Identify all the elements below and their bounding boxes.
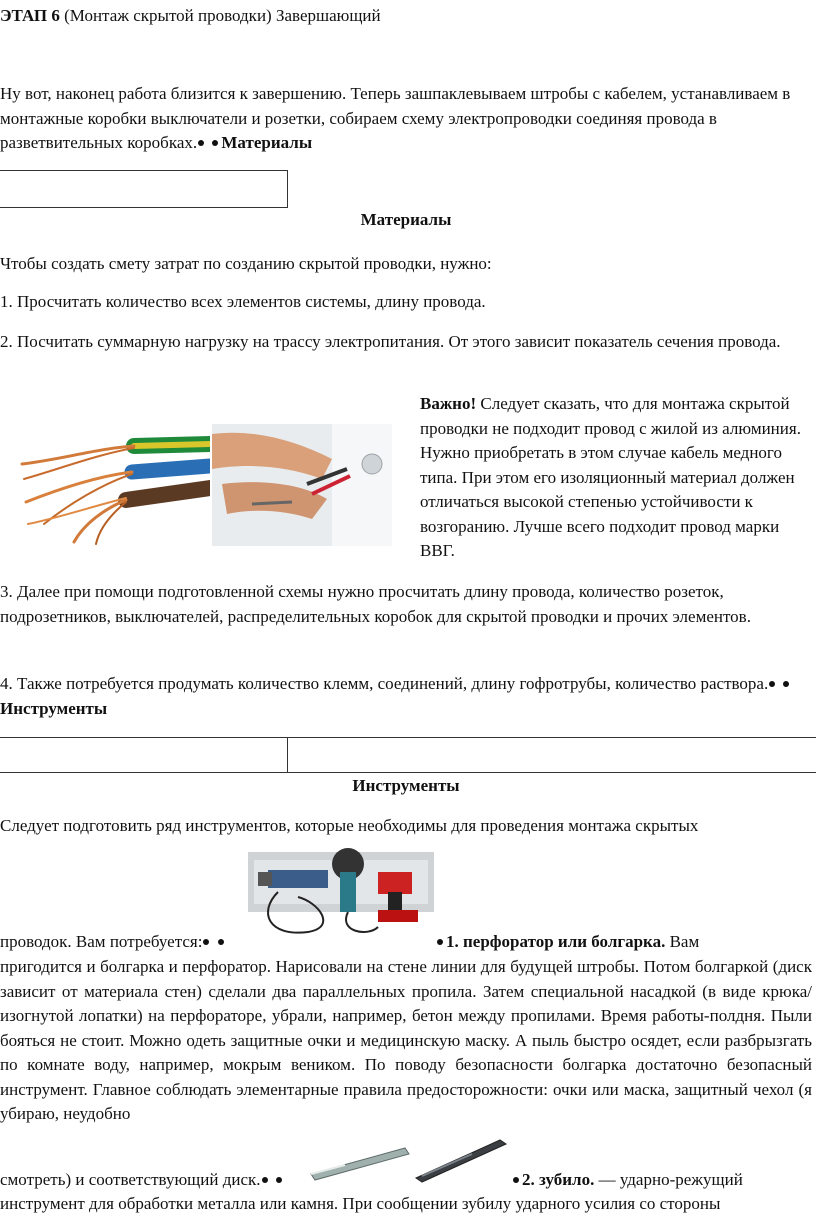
tools-item-2-label: 2. зубило. xyxy=(522,1170,595,1189)
bullet-icon xyxy=(262,1177,268,1183)
bullet-icon xyxy=(783,681,789,687)
tools-inline-link[interactable]: Инструменты xyxy=(0,698,108,718)
materials-item-4 xyxy=(0,672,812,721)
copper-cable-photo xyxy=(14,424,210,546)
wiring-hands-photo xyxy=(212,424,392,546)
materials-item-3: 3. Далее при помощи подготовленной схемы нужно просчитать длину провода, количество розеток, подрозетников, выключателей, распределительных коробок для скрытой проводки и прочих элементов. xyxy=(0,582,751,626)
important-note xyxy=(420,392,812,564)
materials-item-2: 2. Посчитать суммарную нагрузку на трассу электропитания. От этого зависит показатель сечения провода. xyxy=(0,332,781,351)
tools-heading: Инструменты xyxy=(352,776,460,795)
bullet-icon xyxy=(203,939,209,945)
important-text: Следует сказать, что для монтажа скрытой проводки не подходит провод с жилой из алюминия. Нужно приобретать в этом случае кабель медного типа. При этом его изоляционный материал должен отличаться высокой степенью устойчивости к возгоранию. Лучше всего подходит провод марки ВВГ. xyxy=(420,394,801,560)
power-tools-photo xyxy=(248,842,434,938)
bullet-icon xyxy=(198,140,204,146)
important-label: Важно! xyxy=(420,394,477,413)
bullet-icon xyxy=(769,681,775,687)
materials-lead: Чтобы создать смету затрат по созданию скрытой проводки, нужно: xyxy=(0,254,492,273)
tools-item-2-head xyxy=(512,1168,743,1193)
tools-item-1-end-text: смотреть) и соответствующий диск. xyxy=(0,1170,261,1189)
table-top-border xyxy=(0,737,816,738)
bullet-icon xyxy=(437,939,443,945)
intro-paragraph xyxy=(0,82,812,156)
tools-item-2-first: — ударно-режущий xyxy=(598,1170,743,1189)
materials-inline-link[interactable]: Материалы xyxy=(221,133,313,152)
empty-table-cell xyxy=(0,170,288,208)
materials-heading: Материалы xyxy=(360,210,452,229)
intro-text: Ну вот, наконец работа близится к завершению. Теперь зашпаклевываем штробы с кабелем, устанавливаем в монтажные коробки выключатели и розетки, собираем схему электропроводки соединяя провода в разветвительных коробках. xyxy=(0,84,791,152)
tools-lead-line-1: Следует подготовить ряд инструментов, которые необходимы для проведения монтажа скрытых xyxy=(0,816,699,835)
bullet-icon xyxy=(212,140,218,146)
stage-subtitle: (Монтаж скрытой проводки) Завершающий xyxy=(64,6,381,25)
tools-item-1-label: 1. перфоратор или болгарка. xyxy=(446,932,666,951)
materials-item-1: 1. Просчитать количество всех элементов системы, длину провода. xyxy=(0,292,486,311)
materials-item-4-text: 4. Также потребуется продумать количество клемм, соединений, длину гофротрубы, количество раствора. xyxy=(0,674,769,693)
tools-item-2-text: инструмент для обработки металла или камня. При сообщении зубилу ударного усилия со стороны xyxy=(0,1194,721,1213)
table-divider xyxy=(287,737,288,773)
tools-item-1-text: пригодится и болгарка и перфоратор. Нарисовали на стене линии для будущей штробы. Потом болгаркой (диск зависит от материала стен) сделали два параллельных пропила. Затем специальной насадкой (в виде крюка/изогнутой лопатки) на перфораторе, убрали, например, бетон между пропилами. Время работы-полдня. Пыли бояться не стоит. Можно одеть защитные очки и медицинскую маску. А пыль быстро осядет, если разбрызгать по комнате воду, например, мокрым веником. По поводу безопасности болгарка достаточно безопасный инструмент. Главное соблюдать элементарные правила предосторожности: очки или маска, защитный чехол (я убираю, неудобно xyxy=(0,957,812,1123)
tools-item-1-first: Вам xyxy=(669,932,700,951)
bullet-icon xyxy=(276,1177,282,1183)
bullet-icon xyxy=(218,939,224,945)
table-bottom-border xyxy=(0,772,816,773)
tools-lead-text: проводок. Вам потребуется: xyxy=(0,932,203,951)
stage-title xyxy=(0,4,812,29)
bullet-icon xyxy=(513,1177,519,1183)
stage-label: ЭТАП 6 xyxy=(0,6,60,25)
tools-item-1-head xyxy=(436,930,699,955)
